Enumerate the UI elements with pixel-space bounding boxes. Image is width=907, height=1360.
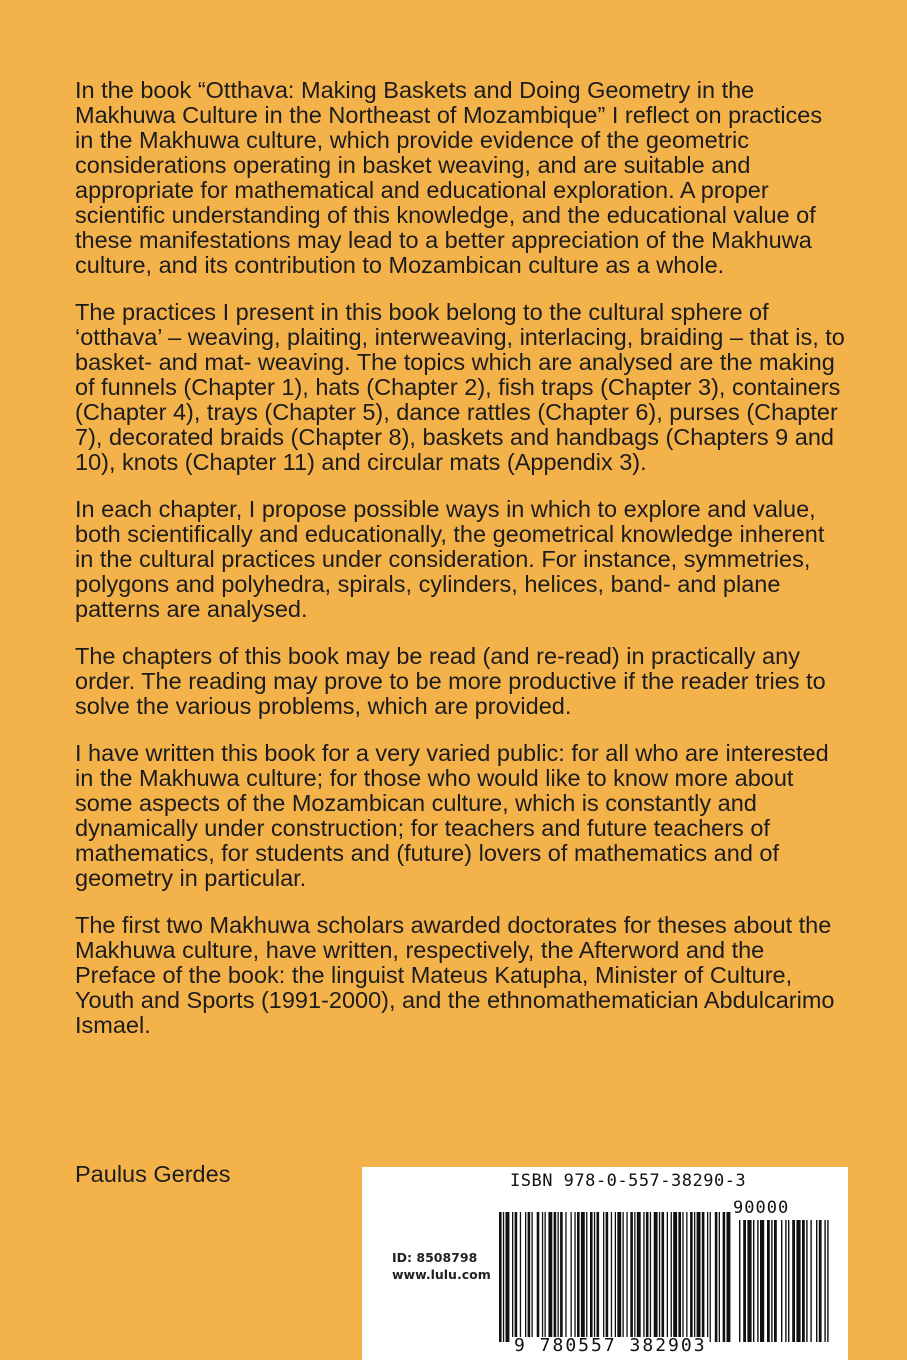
barcode-bar bbox=[603, 1212, 604, 1342]
lulu-id-block bbox=[392, 1249, 491, 1283]
barcode-addon-bar bbox=[796, 1220, 800, 1342]
barcode-bar bbox=[597, 1212, 600, 1342]
barcode-addon-bar bbox=[802, 1220, 805, 1342]
barcode-bar bbox=[577, 1212, 580, 1342]
lulu-id-label: ID: 8508798 bbox=[392, 1250, 478, 1265]
barcode-bar bbox=[615, 1212, 616, 1342]
barcode-bar bbox=[710, 1212, 711, 1342]
barcode-bar bbox=[560, 1212, 563, 1342]
barcode-bar bbox=[707, 1212, 708, 1342]
barcode-addon-bar bbox=[788, 1220, 789, 1342]
barcode-bar bbox=[630, 1212, 633, 1342]
barcode-bar bbox=[686, 1212, 687, 1342]
barcode-addon-bar bbox=[743, 1220, 746, 1342]
barcode-bar bbox=[606, 1212, 609, 1342]
barcode-graphic bbox=[499, 1192, 839, 1352]
barcode-bar bbox=[654, 1212, 658, 1342]
isbn-digits: 9 780557 382903 bbox=[514, 1335, 707, 1356]
barcode-addon-bar bbox=[827, 1220, 828, 1342]
barcode-bar bbox=[574, 1212, 575, 1342]
barcode-bar bbox=[528, 1212, 531, 1342]
barcode-bar bbox=[727, 1212, 731, 1342]
barcode-bars-addon bbox=[739, 1220, 829, 1342]
barcode-bar bbox=[646, 1212, 649, 1342]
barcode-bar bbox=[537, 1212, 540, 1342]
barcode-bar bbox=[558, 1212, 559, 1342]
barcode-bar bbox=[571, 1212, 572, 1342]
barcode-addon-bar bbox=[753, 1220, 754, 1342]
barcode-bar bbox=[643, 1212, 644, 1342]
barcode-bar bbox=[626, 1212, 627, 1342]
barcode-bar bbox=[623, 1212, 624, 1342]
barcode-bar bbox=[520, 1212, 521, 1342]
barcode-bar bbox=[634, 1212, 635, 1342]
barcode-bar bbox=[506, 1212, 510, 1342]
barcode-addon-bar bbox=[760, 1220, 764, 1342]
barcode-addon-bar bbox=[767, 1220, 770, 1342]
barcode-bar bbox=[690, 1212, 693, 1342]
barcode-bar bbox=[662, 1212, 665, 1342]
barcode-bar bbox=[682, 1212, 683, 1342]
barcode-bar bbox=[650, 1212, 651, 1342]
barcode-bar bbox=[532, 1212, 533, 1342]
barcode-box bbox=[362, 1167, 848, 1360]
back-cover-text bbox=[75, 78, 845, 1060]
barcode-addon-bar bbox=[781, 1220, 782, 1342]
barcode-bar bbox=[499, 1212, 502, 1342]
barcode-bar bbox=[554, 1212, 557, 1342]
barcode-bar bbox=[545, 1212, 546, 1342]
barcode-bar bbox=[671, 1212, 672, 1342]
paragraph-practices: The practices I present in this book belong to the cultural sphere of ‘otthava’ – weaving, plaiting, interweaving, interlacing, braiding – that is, to basket- and mat- weaving. The topics which are analysed are the making of funnels (Chapter 1), hats (Chapter 2), fish traps (Chapter 3), containers (Chapter 4), trays (Chapter 5), dance rattles (Chapter 6), purses (Chapter 7), decorated braids (Chapter 8), baskets and handbags (Chapters 9 and 10), knots (Chapter 11) and circular mats (Appendix 3). bbox=[75, 299, 845, 475]
lulu-website: www.lulu.com bbox=[392, 1267, 491, 1282]
paragraph-intro: In the book “Otthava: Making Baskets and Doing Geometry in the Makhuwa Culture in the Northeast of Mozambique” I reflect on practices in the Makhuwa culture, which provide evidence of the geometric considerations operating in basket weaving, and are suitable and appropriate for mathematical and educational exploration. A proper scientific understanding of this knowledge, and the educational value of these manifestations may lead to a better appreciation of the Makhuwa culture, and its contribution to Mozambican culture as a whole. bbox=[75, 77, 823, 278]
barcode-bars-main bbox=[499, 1212, 730, 1342]
barcode-bar bbox=[667, 1212, 668, 1342]
barcode-addon-bar bbox=[774, 1220, 777, 1342]
barcode-bar bbox=[673, 1212, 677, 1342]
isbn-label: ISBN 978-0-557-38290-3 bbox=[510, 1171, 747, 1191]
barcode-addon-bar bbox=[806, 1220, 807, 1342]
barcode-addon-bar bbox=[785, 1220, 786, 1342]
paragraph-scholars: The first two Makhuwa scholars awarded doctorates for theses about the Makhuwa culture, have written, respectively, the Afterword and the Preface of the book: the linguist Mateus Katupha, Minister of Culture, Youth and Sports (1991-2000), and the ethnomathematician Abdulcarimo Ismael. bbox=[75, 912, 835, 1038]
author-name: Paulus Gerdes bbox=[75, 1161, 231, 1187]
barcode-bar bbox=[678, 1212, 681, 1342]
barcode-bar bbox=[697, 1212, 701, 1342]
barcode-addon-bar bbox=[819, 1220, 822, 1342]
barcode-bar bbox=[694, 1212, 695, 1342]
barcode-addon-bar bbox=[824, 1220, 825, 1342]
barcode-bar bbox=[565, 1212, 566, 1342]
barcode-bar bbox=[723, 1212, 726, 1342]
paragraph-reading-order: The chapters of this book may be read (and re-read) in practically any order. The reading may prove to be more productive if the reader tries to solve the various problems, which are provided. bbox=[75, 643, 826, 719]
barcode-bar bbox=[586, 1212, 587, 1342]
barcode-bar bbox=[715, 1212, 718, 1342]
barcode-bar bbox=[659, 1212, 660, 1342]
paragraph-audience: I have written this book for a very varied public: for all who are interested in the Makhuwa culture; for those who would like to know more about some aspects of the Mozambican culture, which is constantly and dynamically under construction; for teachers and future teachers of mathematics, for students and (future) lovers of mathematics and of geometry in particular. bbox=[75, 740, 829, 891]
barcode-bar bbox=[525, 1212, 526, 1342]
barcode-bar bbox=[515, 1212, 518, 1342]
barcode-bar bbox=[590, 1212, 593, 1342]
barcode-bar bbox=[637, 1212, 641, 1342]
barcode-addon-bar bbox=[747, 1220, 751, 1342]
barcode-bar bbox=[581, 1212, 585, 1342]
barcode-bar bbox=[702, 1212, 705, 1342]
barcode-addon-bar bbox=[771, 1220, 772, 1342]
barcode-bar bbox=[503, 1212, 504, 1342]
barcode-bar bbox=[594, 1212, 595, 1342]
barcode-bar bbox=[617, 1212, 621, 1342]
barcode-bar bbox=[542, 1212, 543, 1342]
barcode-addon-bar bbox=[810, 1220, 811, 1342]
barcode-bar bbox=[548, 1212, 552, 1342]
barcode-addon-bar bbox=[816, 1220, 817, 1342]
barcode-bar bbox=[719, 1212, 720, 1342]
barcode-bar bbox=[512, 1212, 513, 1342]
barcode-addon-bar bbox=[757, 1220, 758, 1342]
barcode-bar bbox=[611, 1212, 612, 1342]
barcode-addon-bar bbox=[792, 1220, 795, 1342]
price-code: 90000 bbox=[733, 1198, 790, 1218]
barcode-addon-bar bbox=[739, 1220, 740, 1342]
paragraph-chapters-approach: In each chapter, I propose possible ways in which to explore and value, both scientifically and educationally, the geometrical knowledge inherent in the cultural practices under consideration. For instance, symmetries, polygons and polyhedra, spirals, cylinders, helices, band- and plane patterns are analysed. bbox=[75, 496, 825, 622]
